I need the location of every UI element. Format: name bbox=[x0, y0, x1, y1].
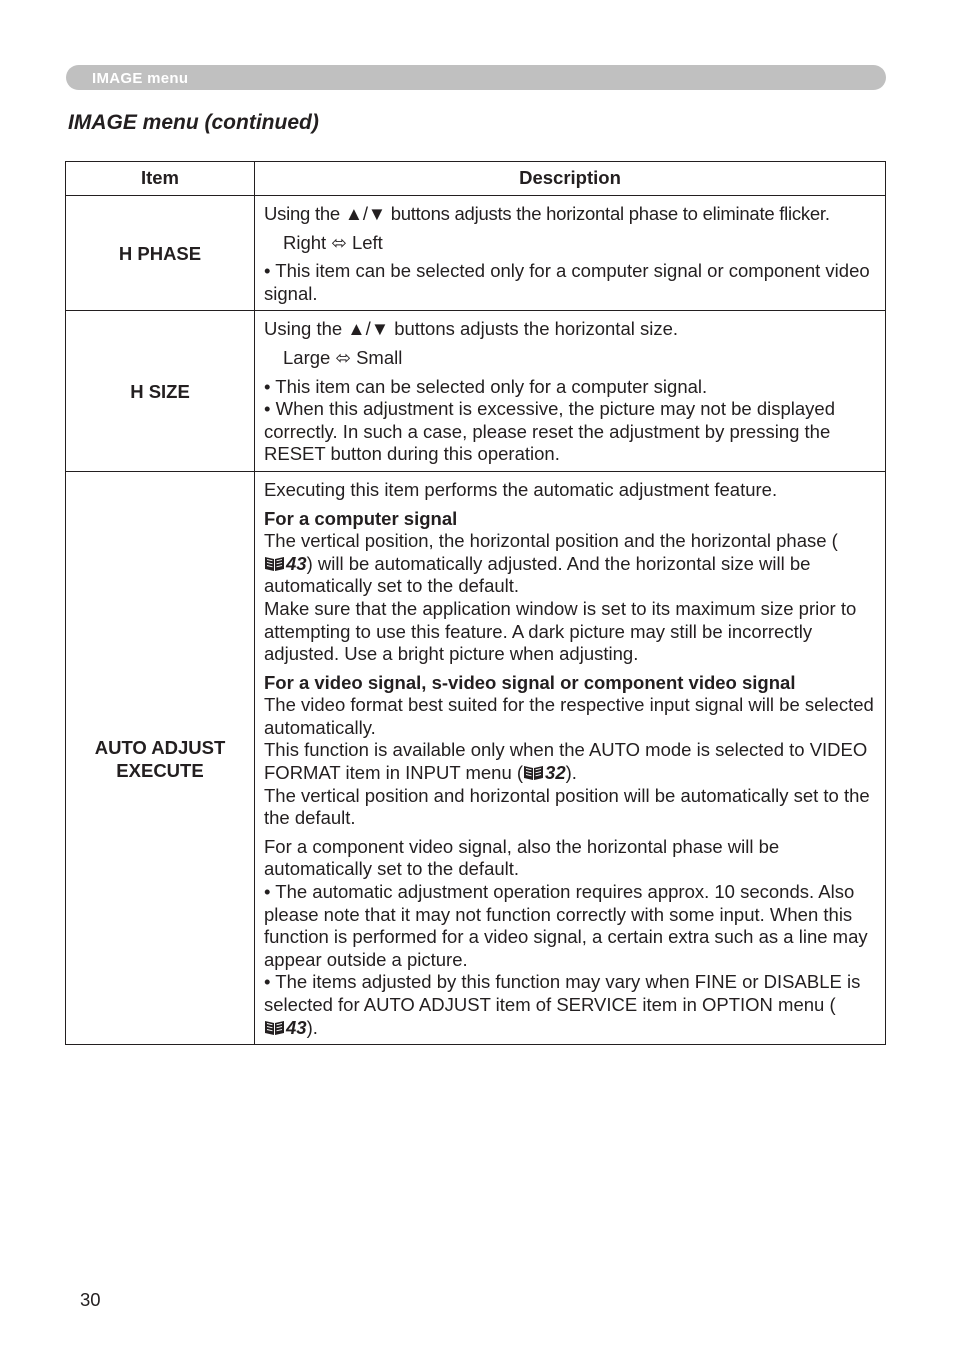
video-format-text: This function is available only when the AUTO mode is selected to VIDEO FORMAT item in INPUT menu ( 32). bbox=[264, 739, 868, 784]
item-auto-adjust-line-1: AUTO ADJUST bbox=[94, 736, 226, 758]
table-header-row bbox=[65, 161, 886, 196]
book-icon bbox=[264, 1019, 285, 1036]
page-number: 30 bbox=[80, 1289, 101, 1310]
page-title: IMAGE menu (continued) bbox=[68, 111, 319, 134]
description-h-phase bbox=[254, 199, 886, 311]
book-icon bbox=[523, 764, 544, 781]
page-reference-43: 43 bbox=[264, 553, 307, 574]
video-signal-text: The video format best suited for the respective input signal will be selected automatically. bbox=[264, 694, 874, 738]
page-reference-43: 43 bbox=[264, 1017, 307, 1038]
computer-signal-advice: Make sure that the application window is set to its maximum size prior to attempting to use this feature. A dark picture may still be incorrectly adjusted. Use a bright picture when adjusting. bbox=[264, 597, 857, 665]
book-icon bbox=[264, 555, 285, 572]
item-h-size: H SIZE bbox=[65, 314, 254, 472]
auto-adjust-intro: Executing this item performs the automatic adjustment feature. bbox=[264, 478, 778, 500]
h-phase-usage: Using the ▲/▼ buttons adjusts the horizontal phase to eliminate flicker. bbox=[264, 203, 830, 224]
column-header-item: Item bbox=[65, 161, 254, 196]
h-size-note-2: • When this adjustment is excessive, the picture may not be displayed correctly. In such a case, please reset the adjustment by pressing the RESET button during this operation. bbox=[264, 398, 836, 465]
item-auto-adjust-execute bbox=[65, 475, 254, 1045]
h-size-direction: Large ⬄ Small bbox=[283, 346, 403, 368]
item-h-phase: H PHASE bbox=[65, 199, 254, 311]
h-phase-direction: Right ⬄ Left bbox=[283, 231, 383, 253]
video-position-text: The vertical position and horizontal position will be automatically set to the the default. bbox=[264, 784, 870, 829]
h-phase-note: • This item can be selected only for a computer signal or component video signal. bbox=[264, 260, 870, 304]
table-row-h-size bbox=[65, 314, 886, 472]
auto-adjust-note-1: • The automatic adjustment operation requires approx. 10 seconds. Also please note that it may not function correctly with some input. When this function is performed for a video signal, a certain extra such as a line may appear outside a picture. bbox=[264, 881, 868, 970]
component-signal-text: For a component video signal, also the horizontal phase will be automatically set to the default. bbox=[264, 835, 780, 880]
image-menu-table bbox=[65, 161, 886, 1045]
section-header-bar bbox=[66, 65, 886, 90]
video-signal-heading: For a video signal, s-video signal or component video signal bbox=[264, 671, 796, 693]
description-auto-adjust bbox=[254, 475, 886, 1045]
h-size-usage: Using the ▲/▼ buttons adjusts the horizontal size. bbox=[264, 318, 679, 340]
column-header-description: Description bbox=[254, 161, 886, 196]
table-row-auto-adjust bbox=[65, 475, 886, 1045]
item-auto-adjust-line-2: EXECUTE bbox=[116, 759, 204, 781]
computer-signal-text: The vertical position, the horizontal position and the horizontal phase ( 43) will be automatically adjusted. And the horizontal size will be automatically set to the default. bbox=[264, 530, 838, 597]
table-row-h-phase bbox=[65, 199, 886, 311]
description-h-size bbox=[254, 314, 886, 472]
auto-adjust-note-2: • The items adjusted by this function may vary when FINE or DISABLE is selected for AUTO ADJUST item of SERVICE item in OPTION menu ( 43). bbox=[264, 971, 861, 1038]
section-label: IMAGE menu bbox=[92, 70, 189, 87]
computer-signal-heading: For a computer signal bbox=[264, 507, 458, 529]
page-reference-32: 32 bbox=[523, 762, 566, 783]
h-size-note-1: • This item can be selected only for a computer signal. bbox=[264, 375, 708, 397]
